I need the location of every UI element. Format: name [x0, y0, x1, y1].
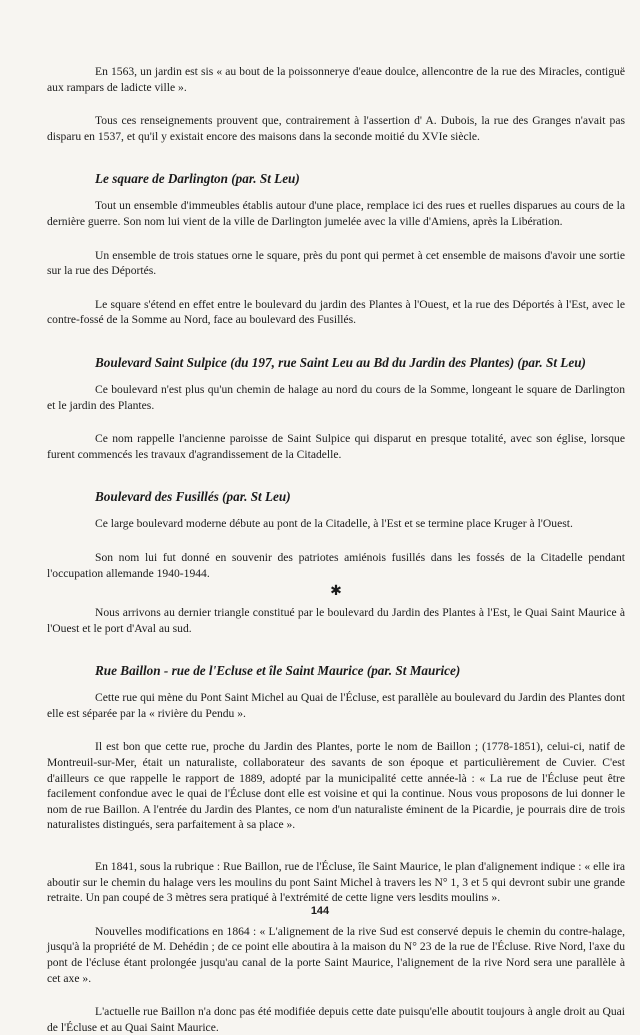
paragraph-fusilles-debut: Ce large boulevard moderne débute au pont de la Citadelle, à l'Est et se termine place Kruger à l'Ouest.: [95, 517, 573, 531]
heading-boulevard-fusilles: Boulevard des Fusillés (par. St Leu): [95, 489, 291, 505]
document-body: [47, 64, 625, 1035]
paragraph-baillon-1864: Nouvelles modifications en 1864 : « L'alignement de la rive Sud est conservé depuis le chemin du contre-halage, jusqu'à la propriété de M. Dehédin ; de ce point elle aboutira à la maison du N° 23 de la rue de l'Écluse. Rive Nord, l'axe du pont de l'écluse étant prolongée jusqu'au canal de la porte Saint Maurice, l'alignement de la rive Nord sera une parallèle à cet axe ».: [47, 924, 625, 985]
paragraph-darlington-ensemble: Tout un ensemble d'immeubles établis autour d'une place, remplace ici des rues et ruelles disparues au cours de la dernière guerre. Son nom lui vient de la ville de Darlington jumelée avec la ville d'Amiens, après la Libération.: [47, 199, 625, 228]
paragraph-fusilles-nom: Son nom lui fut donné en souvenir des patriotes amiénois fusillés dans les fossés de la Citadelle pendant l'occupation allemande 1940-1944.: [47, 550, 625, 580]
heading-square-darlington: Le square de Darlington (par. St Leu): [95, 171, 300, 187]
paragraph-baillon-naturaliste: Il est bon que cette rue, proche du Jardin des Plantes, porte le nom de Baillon ; (1778-1851), celui-ci, natif de Montreuil-sur-Mer, était un naturaliste, collaborateur des savants de son époque et particulièrement de Cuvier. C'est d'ailleurs ce que rappelle le rapport de 1889, adopté par la municipalité cette année-là : « La rue de l'Écluse peut être facilement confondue avec le quai de l'Écluse dont elle est voisine et qui la continue. Nous vous proposons de lui donner le nom de rue Baillon. A l'entrée du Jardin des Plantes, ce nom d'un naturaliste éminent de la Picardie, je pourrais dire de trois naturalistes distingués, sera parfaitement à sa place ».: [47, 740, 625, 832]
paragraph-darlington-etendue: Le square s'étend en effet entre le boulevard du jardin des Plantes à l'Ouest, et la rue des Déportés à l'Est, avec le contre-fossé de la Somme au Nord, face au boulevard des Fusillés.: [47, 297, 625, 327]
heading-rue-baillon: Rue Baillon - rue de l'Ecluse et île Saint Maurice (par. St Maurice): [95, 663, 461, 679]
paragraph-baillon-1841: En 1841, sous la rubrique : Rue Baillon, rue de l'Écluse, île Saint Maurice, le plan d'alignement indique : « elle ira aboutir sur le chemin du halage vers les moulins du pont Saint Michel à travers les N° 1, 3 et 5 qui devront subir une grande retraite. Un pan coupé de 3 mètres sera pratiqué à l'extrémité de cette ligne vers lesdits moulins ».: [47, 860, 625, 905]
paragraph-sulpice-halage: Ce boulevard n'est plus qu'un chemin de halage au nord du cours de la Somme, longeant le square de Darlington et le jardin des Plantes.: [47, 382, 625, 412]
page-number: 144: [310, 905, 330, 917]
paragraph-baillon-actuelle: L'actuelle rue Baillon n'a donc pas été modifiée depuis cette date puisqu'elle aboutit toujours à angle droit au Quai de l'Écluse et au Quai Saint Maurice.: [47, 1005, 625, 1034]
paragraph-renseignements: Tous ces renseignements prouvent que, contrairement à l'assertion d' A. Dubois, la rue des Granges n'avait pas disparu en 1537, et qu'il y existait encore des maisons dans la seconde moitié du XVIe siècle.: [47, 114, 625, 143]
paragraph-dernier-triangle: Nous arrivons au dernier triangle constitué par le boulevard du Jardin des Plantes à l'Est, le Quai Saint Maurice à l'Ouest et le port d'Aval au sud.: [47, 606, 625, 635]
heading-boulevard-saint-sulpice: Boulevard Saint Sulpice (du 197, rue Saint Leu au Bd du Jardin des Plantes) (par. St Leu): [95, 354, 586, 370]
paragraph-1563-jardin: En 1563, un jardin est sis « au bout de la poissonnerye d'eaue doulce, allencontre de la rue des Miracles, contiguë aux rampars de ladicte ville ».: [47, 65, 625, 94]
paragraph-darlington-statues: Un ensemble de trois statues orne le square, près du pont qui permet à cet ensemble de maisons d'avoir une sortie sur la rue des Déportés.: [47, 248, 625, 278]
paragraph-baillon-parallele: Cette rue qui mène du Pont Saint Michel au Quai de l'Écluse, est parallèle au boulevard du Jardin des Plantes dont elle est séparée par la « rivière du Pendu ».: [47, 691, 625, 720]
asterisk-separator: ✱: [330, 584, 342, 600]
paragraph-sulpice-paroisse: Ce nom rappelle l'ancienne paroisse de Saint Sulpice qui disparut en presque totalité, avec son église, lorsque furent commencés les travaux d'agrandissement de la Citadelle.: [47, 432, 625, 461]
